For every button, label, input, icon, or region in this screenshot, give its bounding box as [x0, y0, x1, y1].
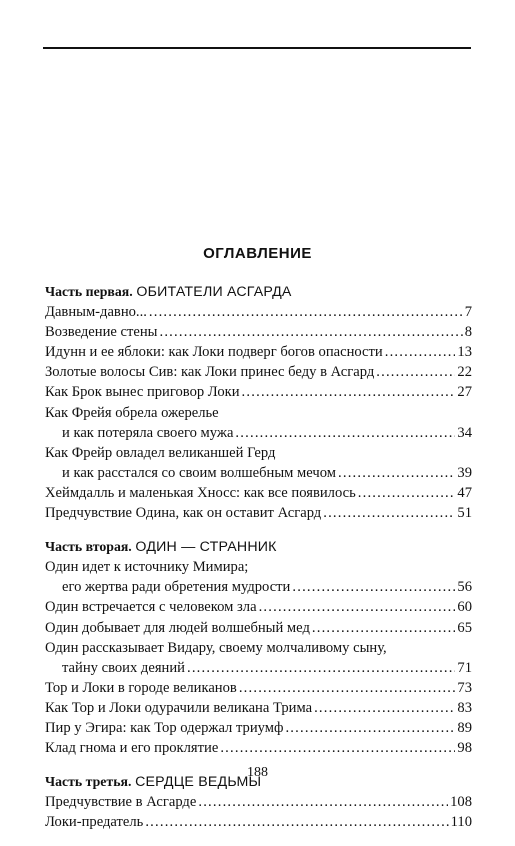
table-of-contents — [45, 282, 472, 846]
entry-title: Пир у Эгира: как Тор одержал триумф — [45, 719, 284, 736]
entry-title: Один добывает для людей волшебный мед — [45, 619, 310, 636]
toc-entry[interactable] — [45, 342, 472, 362]
entry-title: Как Фрейр овладел великаншей Герд — [45, 444, 276, 461]
entry-title: Возведение стены — [45, 324, 158, 341]
toc-entry[interactable] — [45, 618, 472, 638]
entry-title: Давным-давно... — [45, 304, 147, 321]
entry-page-number: 108 — [450, 794, 472, 811]
dot-leader — [338, 463, 455, 483]
entry-title: Как Фрейя обрела ожерелье — [45, 404, 219, 421]
dot-leader — [159, 322, 462, 342]
dot-leader — [323, 503, 455, 523]
dot-leader — [235, 423, 455, 443]
entry-title: Один встречается с человеком зла — [45, 599, 257, 616]
entry-line — [45, 342, 472, 362]
entry-page-number: 22 — [457, 364, 472, 381]
top-rule — [43, 47, 471, 49]
toc-heading: ОГЛАВЛЕНИЕ — [203, 245, 312, 262]
entry-line — [45, 443, 472, 463]
entry-line — [45, 698, 472, 718]
toc-entry[interactable] — [45, 718, 472, 738]
entry-title: Тор и Локи в городе великанов — [45, 679, 237, 696]
part-title: СЕРДЦЕ ВЕДЬМЫ — [135, 774, 262, 791]
entry-title: Хеймдалль и маленькая Хносс: как все появилось — [45, 484, 356, 501]
entry-title: Как Брок вынес приговор Локи — [45, 384, 240, 401]
entry-line — [45, 738, 472, 758]
part-label: Часть третья. — [45, 774, 132, 790]
dot-leader — [259, 597, 456, 617]
toc-entry[interactable] — [45, 678, 472, 698]
dot-leader — [149, 302, 463, 322]
entry-title: Предчувствие Одина, как он оставит Асгард — [45, 505, 322, 522]
entry-line — [45, 658, 472, 678]
dot-leader — [358, 483, 456, 503]
entry-page-number: 83 — [457, 699, 472, 716]
toc-entry[interactable] — [45, 812, 472, 832]
toc-entry[interactable] — [45, 638, 472, 678]
entry-line — [45, 812, 472, 832]
entry-line — [45, 483, 472, 503]
entry-line — [45, 403, 472, 423]
entry-line — [45, 792, 472, 812]
entry-line — [45, 322, 472, 342]
entry-title: Предчувствие в Асгарде — [45, 794, 197, 811]
dot-leader — [314, 698, 455, 718]
page-number: 188 — [247, 765, 268, 780]
dot-leader — [239, 678, 456, 698]
entry-title: Локи-предатель — [45, 814, 144, 831]
entry-title: Идунн и ее яблоки: как Локи подверг богов опасности — [45, 344, 383, 361]
entry-line — [45, 463, 472, 483]
entry-page-number: 7 — [464, 304, 472, 321]
entry-page-number: 34 — [457, 424, 472, 441]
entry-page-number: 60 — [457, 599, 472, 616]
entry-line — [45, 577, 472, 597]
toc-entry[interactable] — [45, 597, 472, 617]
entry-page-number: 27 — [457, 384, 472, 401]
toc-entry[interactable] — [45, 302, 472, 322]
toc-entry[interactable] — [45, 362, 472, 382]
entry-page-number: 89 — [457, 719, 472, 736]
entry-title: и как потеряла своего мужа — [62, 424, 234, 441]
entry-page-number: 13 — [457, 344, 472, 361]
entry-line — [45, 382, 472, 402]
part-title: ОБИТАТЕЛИ АСГАРДА — [136, 284, 292, 300]
entry-line — [45, 618, 472, 638]
entry-line — [45, 362, 472, 382]
dot-leader — [385, 342, 456, 362]
entry-page-number: 47 — [457, 484, 472, 501]
toc-entry[interactable] — [45, 738, 472, 758]
entry-title: тайну своих деяний — [62, 659, 185, 676]
entry-page-number: 8 — [464, 324, 472, 341]
part-label: Часть первая. — [45, 284, 133, 299]
toc-entry[interactable] — [45, 698, 472, 718]
dot-leader — [285, 718, 455, 738]
toc-part — [45, 772, 472, 832]
entry-line — [45, 638, 472, 658]
toc-part — [45, 537, 472, 758]
entry-line — [45, 503, 472, 523]
toc-entry[interactable] — [45, 557, 472, 597]
toc-entry[interactable] — [45, 322, 472, 342]
toc-part — [45, 282, 472, 523]
toc-entry[interactable] — [45, 503, 472, 523]
entry-page-number: 110 — [450, 814, 472, 831]
dot-leader — [292, 577, 455, 597]
entry-page-number: 51 — [457, 505, 472, 522]
entry-page-number: 65 — [457, 619, 472, 636]
entry-title: Один рассказывает Видару, своему молчаливому сыну, — [45, 639, 387, 656]
entry-line — [45, 557, 472, 577]
entry-title: Клад гнома и его проклятие — [45, 740, 219, 757]
entry-page-number: 39 — [457, 464, 472, 481]
entry-line — [45, 302, 472, 322]
entry-title: и как расстался со своим волшебным мечом — [62, 464, 336, 481]
part-label: Часть вторая. — [45, 539, 132, 555]
part-heading — [45, 282, 472, 302]
dot-leader — [376, 362, 455, 382]
entry-line — [45, 678, 472, 698]
entry-line — [45, 718, 472, 738]
entry-page-number: 98 — [457, 740, 472, 757]
entry-title: его жертва ради обретения мудрости — [62, 579, 291, 596]
part-heading — [45, 537, 472, 557]
dot-leader — [198, 792, 448, 812]
dot-leader — [220, 738, 455, 758]
entry-line — [45, 597, 472, 617]
entry-page-number: 56 — [457, 579, 472, 596]
entry-page-number: 73 — [457, 679, 472, 696]
entry-title: Как Тор и Локи одурачили великана Трима — [45, 699, 313, 716]
entry-line — [45, 423, 472, 443]
dot-leader — [187, 658, 455, 678]
dot-leader — [242, 382, 456, 402]
toc-entry[interactable] — [45, 792, 472, 812]
toc-entry[interactable] — [45, 403, 472, 443]
dot-leader — [145, 812, 448, 832]
entry-page-number: 71 — [457, 659, 472, 676]
entry-title: Один идет к источнику Мимира; — [45, 559, 249, 576]
dot-leader — [312, 618, 456, 638]
toc-entry[interactable] — [45, 443, 472, 483]
part-title: ОДИН — СТРАННИК — [135, 539, 277, 556]
entry-title: Золотые волосы Сив: как Локи принес беду в Асгард — [45, 364, 375, 381]
toc-entry[interactable] — [45, 382, 472, 402]
toc-entry[interactable] — [45, 483, 472, 503]
